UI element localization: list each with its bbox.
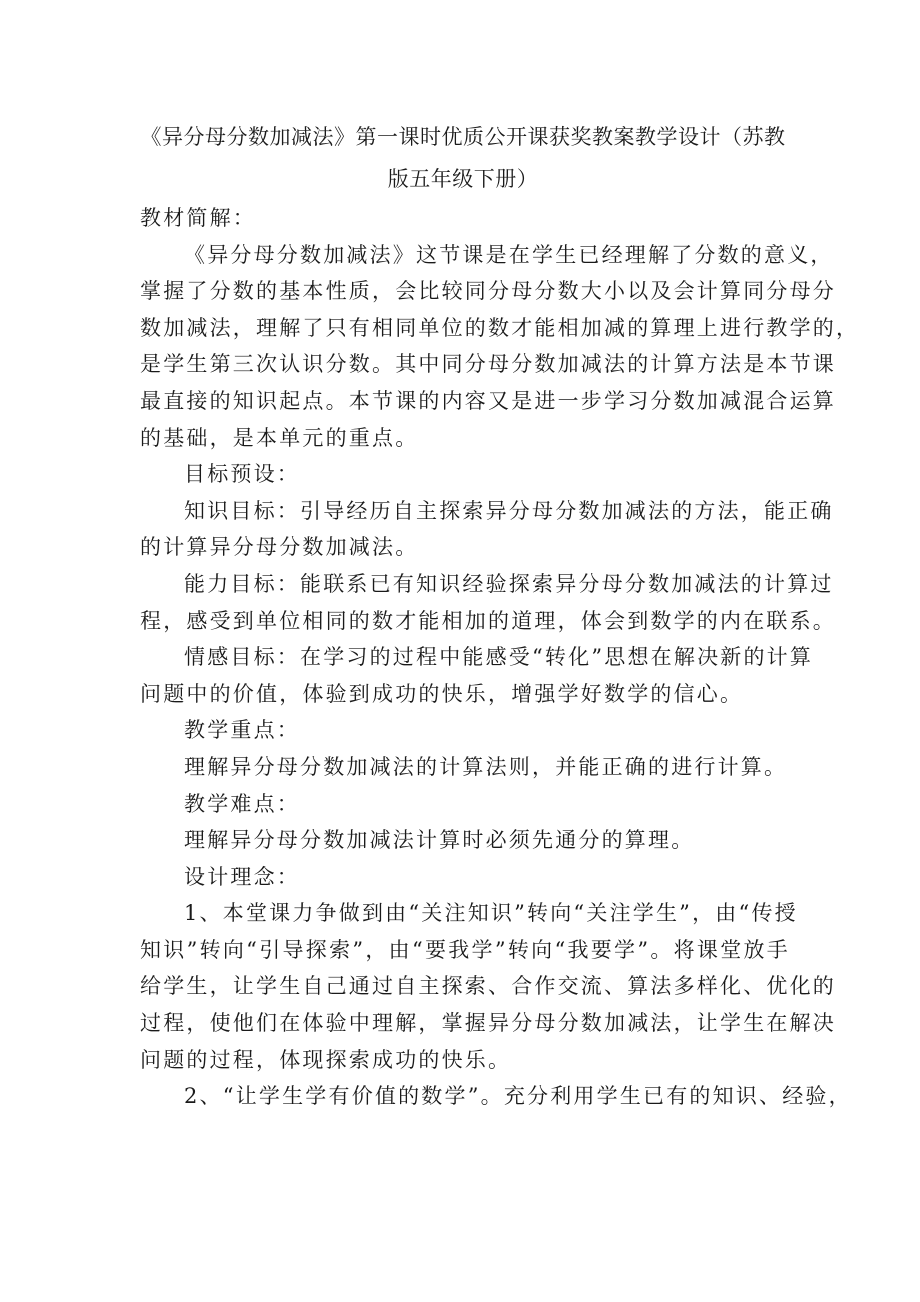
paragraph-line: 的计算异分母分数加减法。 [140, 535, 419, 560]
title-line-2: 版五年级下册） [387, 167, 539, 191]
paragraph-line: 情感目标：在学习的过程中能感受“转化”思想在解决新的计算 [184, 645, 814, 670]
paragraph-line: 程，感受到单位相同的数才能相加的道理，体会到数学的内在联系。 [140, 608, 836, 633]
paragraph-line: 是学生第三次认识分数。其中同分母分数加减法的计算方法是本节课 [140, 352, 836, 377]
paragraph-line: 知识目标：引导经历自主探索异分母分数加减法的方法，能正确 [184, 498, 834, 523]
paragraph-line: 问题的过程，体现探索成功的快乐。 [140, 1047, 512, 1072]
paragraph-line: 知识”转向“引导探索”，由“要我学”转向“我要学”。将课堂放手 [140, 937, 790, 962]
document-title [138, 116, 788, 200]
document-body [140, 200, 860, 1115]
paragraph-line: 问题中的价值，体验到成功的快乐，增强学好数学的信心。 [140, 681, 744, 706]
section-heading-design-concept: 设计理念： [184, 864, 300, 889]
paragraph-line: 数加减法，理解了只有相同单位的数才能相加减的算理上进行教学的， [140, 315, 860, 340]
paragraph-line: 最直接的知识起点。本节课的内容又是进一步学习分数加减混合运算 [140, 388, 836, 413]
paragraph-line: 2、“让学生学有价值的数学”。充分利用学生已有的知识、经验， [184, 1084, 852, 1109]
paragraph-line: 能力目标：能联系已有知识经验探索异分母分数加减法的计算过 [184, 571, 834, 596]
paragraph-line: 理解异分母分数加减法计算时必须先通分的算理。 [184, 828, 695, 853]
paragraph-line: 1、本堂课力争做到由“关注知识”转向“关注学生”，由“传授 [184, 901, 798, 926]
section-heading-goals: 目标预设： [184, 462, 300, 487]
section-heading-textbook-analysis: 教材简解： [140, 206, 256, 230]
paragraph-line: 理解异分母分数加减法的计算法则，并能正确的进行计算。 [184, 754, 788, 779]
paragraph-line: 给学生，让学生自己通过自主探索、合作交流、算法多样化、优化的 [140, 974, 836, 999]
paragraph-line: 《异分母分数加减法》这节课是在学生已经理解了分数的意义， [184, 242, 834, 267]
section-heading-difficulties: 教学难点： [184, 791, 300, 816]
paragraph-line: 过程，使他们在体验中理解，掌握异分母分数加减法，让学生在解决 [140, 1011, 836, 1036]
paragraph-line: 掌握了分数的基本性质，会比较同分母分数大小以及会计算同分母分 [140, 279, 836, 304]
paragraph-line: 的基础，是本单元的重点。 [140, 425, 419, 450]
section-heading-key-points: 教学重点： [184, 718, 300, 743]
title-line-1: 《异分母分数加减法》第一课时优质公开课获奖教案教学设计（苏教 [140, 125, 786, 149]
